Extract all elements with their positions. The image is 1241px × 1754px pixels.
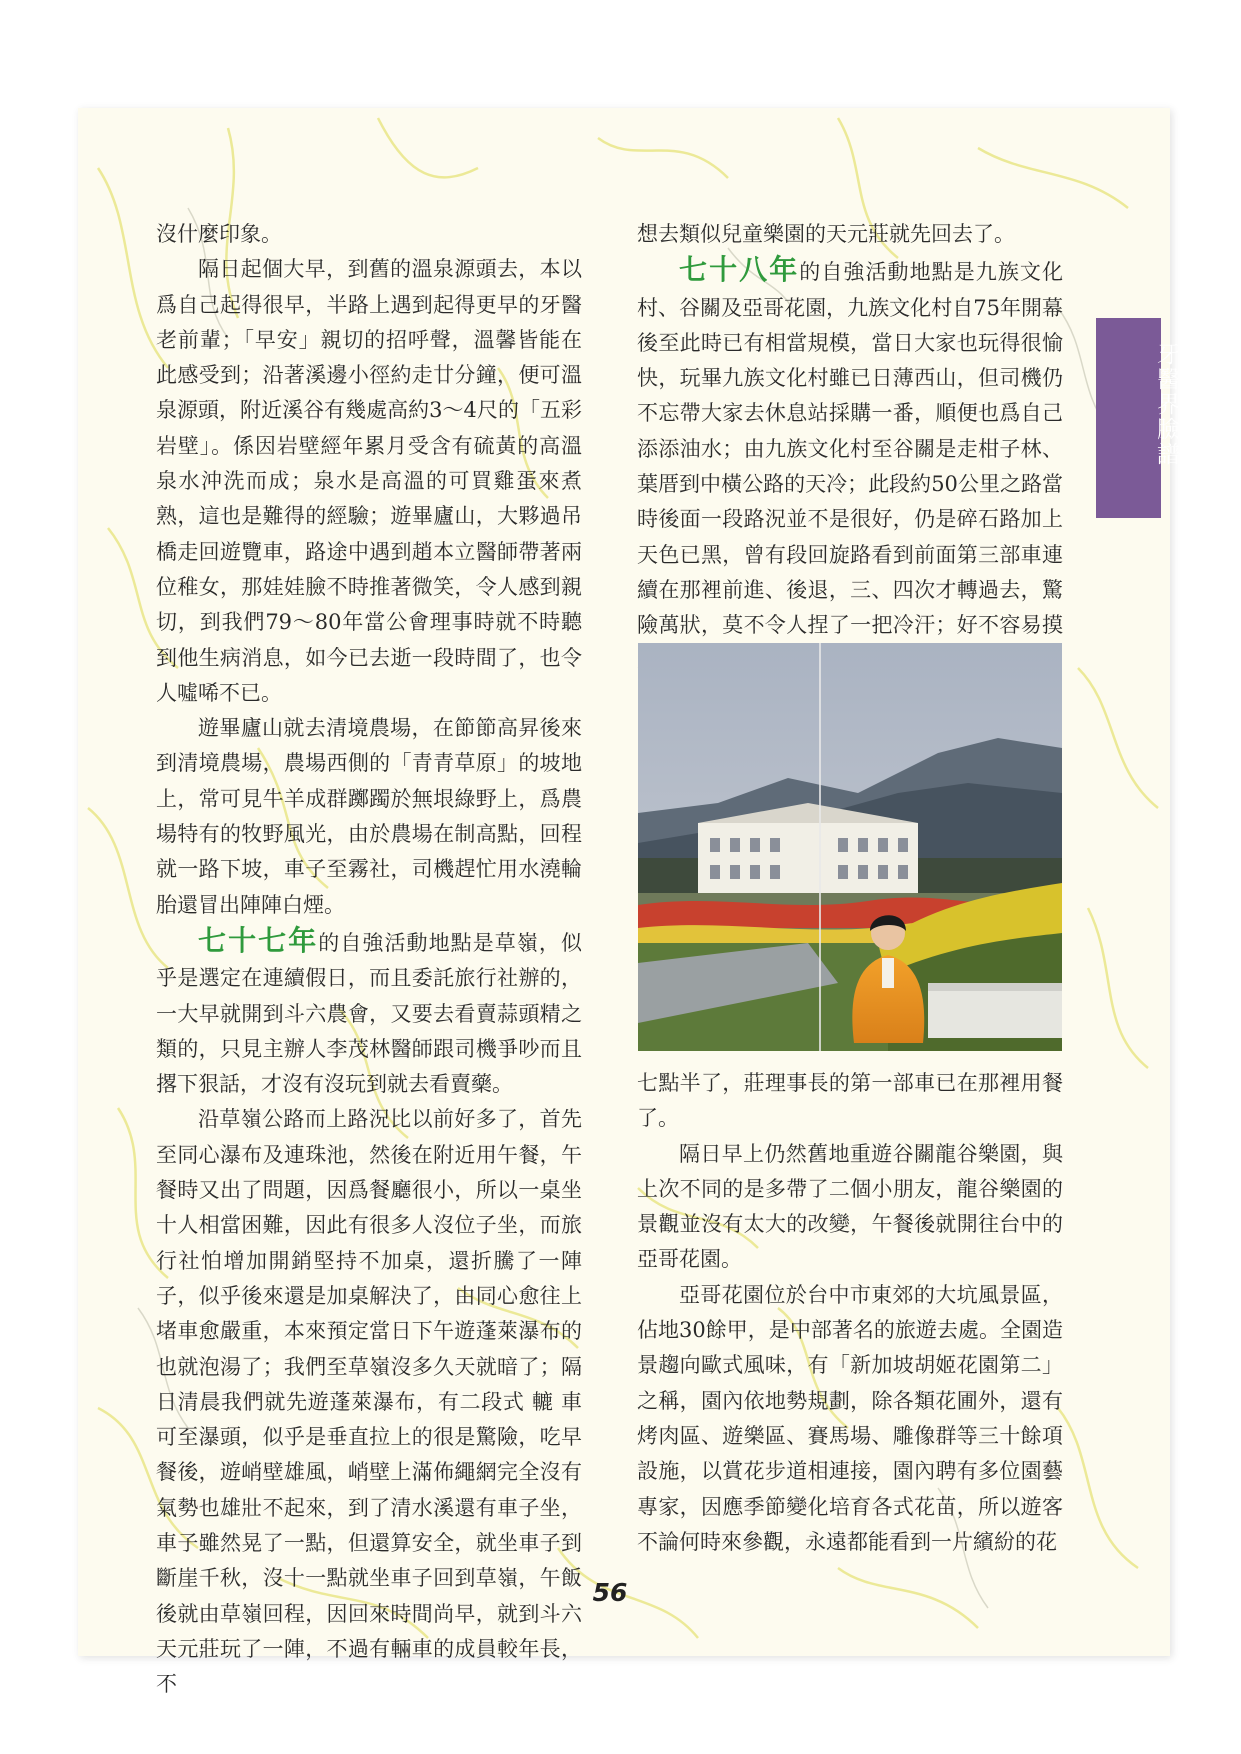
paragraph: 遊畢廬山就去清境農場，在節節高昇後來到清境農場，農場西側的「青青草原」的坡地上，常可見牛羊成群躑躅於無垠綠野上，爲農場特有的牧野風光，由於農場在制高點，回程就一路下坡，車子至霧社，司機趕忙用水澆輪胎還冒出陣陣白煙。	[156, 716, 582, 917]
paragraph-text: 的自強活動地點是草嶺，似乎是選定在連續假日，而且委託旅行社辦的，一大早就開到斗六農會，又要去看賣蒜頭精之類的，只見主辦人李茂林醫師跟司機爭吵而且撂下狠話，才沒有沒玩到就去看賣藥。	[156, 930, 582, 1097]
paragraph: 七點半了，莊理事長的第一部車已在那裡用餐了。	[637, 1071, 1063, 1131]
left-column	[156, 217, 582, 1702]
year-heading: 七十七年	[198, 923, 319, 957]
garden-photo	[638, 643, 1062, 1051]
paragraph: 隔日起個大早，到舊的溫泉源頭去，本以爲自己起得很早，半路上遇到起得更早的牙醫老前輩；「早安」親切的招呼聲，溫馨皆能在此感受到；沿著溪邊小徑約走廿分鐘，便可溫泉源頭，附近溪谷有幾處高約3～4尺的「五彩岩壁」。係因岩壁經年累月受含有硫黃的高溫泉水沖洗而成；泉水是高溫的可買雞蛋來煮熟，這也是難得的經驗；遊畢廬山，大夥過吊橋走回遊覽車，路途中遇到趙本立醫師帶著兩位稚女，那娃娃臉不時推著微笑，令人感到親切，到我們79～80年當公會理事時就不時聽到他生病消息，如今已去逝一段時間了，也令人噓唏不已。	[156, 257, 582, 705]
paragraph: 亞哥花園位於台中市東郊的大坑風景區，佔地30餘甲，是中部著名的旅遊去處。全園造景趨向歐式風味，有「新加坡胡姬花園第二」之稱，園內依地勢規劃，除各類花圃外，還有烤肉區、遊樂區、賽馬場、雕像群等三十餘項設施，以賞花步道相連接，園內聘有多位園藝專家，因應季節變化培育各式花苗，所以遊客不論何時來參觀，永遠都能看到一片繽紛的花	[637, 1282, 1063, 1554]
section-tab-label: 牙醫界臉譜	[1153, 342, 1179, 467]
page-number: 56	[592, 1578, 628, 1607]
paragraph: 沒什麼印象。	[156, 222, 282, 246]
paragraph: 沿草嶺公路而上路況比以前好多了，首先至同心瀑布及連珠池，然後在附近用午餐，午餐時又出了問題，因爲餐廳很小，所以一桌坐十人相當困難，因此有很多人沒位子坐，而旅行社怕增加開銷堅持不加桌，還折騰了一陣子，似乎後來還是加桌解決了，由同心愈往上堵車愈嚴重，本來預定當日下午遊蓬萊瀑布的也就泡湯了；我們至草嶺沒多久天就暗了；隔日清晨我們就先遊蓬萊瀑布，有二段式 轆 車可至瀑頭，似乎是垂直拉上的很是驚險，吃早餐後，遊峭壁雄風，峭壁上滿佈繩網完全沒有氣勢也雄壯不起來，到了清水溪還有車子坐，車子雖然晃了一點，但還算安全，就坐車子到斷崖千秋，沒十一點就坐車子回到草嶺，午飯後就由草嶺回程，因回來時間尚早，就到斗六天元莊玩了一陣，不過有輛車的成員較年長，不	[156, 1107, 582, 1697]
paragraph	[637, 252, 1063, 679]
paragraph	[156, 923, 582, 1102]
right-column-bottom	[637, 1066, 1063, 1560]
year-heading: 七十八年	[679, 253, 800, 287]
photo-illustration	[638, 643, 1062, 1051]
paragraph: 想去類似兒童樂園的天元莊就先回去了。	[637, 222, 1015, 246]
section-tab	[1096, 318, 1179, 518]
right-column-top	[637, 217, 1063, 679]
paragraph-text: 的自強活動地點是九族文化村、谷關及亞哥花園，九族文化村自75年開幕後至此時已有相當規模，當日大家也玩得很愉快，玩畢九族文化村雖已日薄西山，但司機仍不忘帶大家去休息站採購一番，順便也爲自己添添油水；由九族文化村至谷關是走柑子林、葉厝到中橫公路的天冷；此段約50公里之路當時後面一段路況並不是很好，仍是碎石路加上天色已黑，曾有段回旋路看到前面第三部車連續在那裡前進、後退，三、四次才轉過去，驚險萬狀，莫不令人捏了一把冷汗；好不容易摸	[637, 260, 1063, 638]
paragraph: 隔日早上仍然舊地重遊谷關龍谷樂園，與上次不同的是多帶了二個小朋友，龍谷樂園的景觀並沒有太大的改變，午餐後就開往台中的亞哥花園。	[637, 1141, 1063, 1272]
